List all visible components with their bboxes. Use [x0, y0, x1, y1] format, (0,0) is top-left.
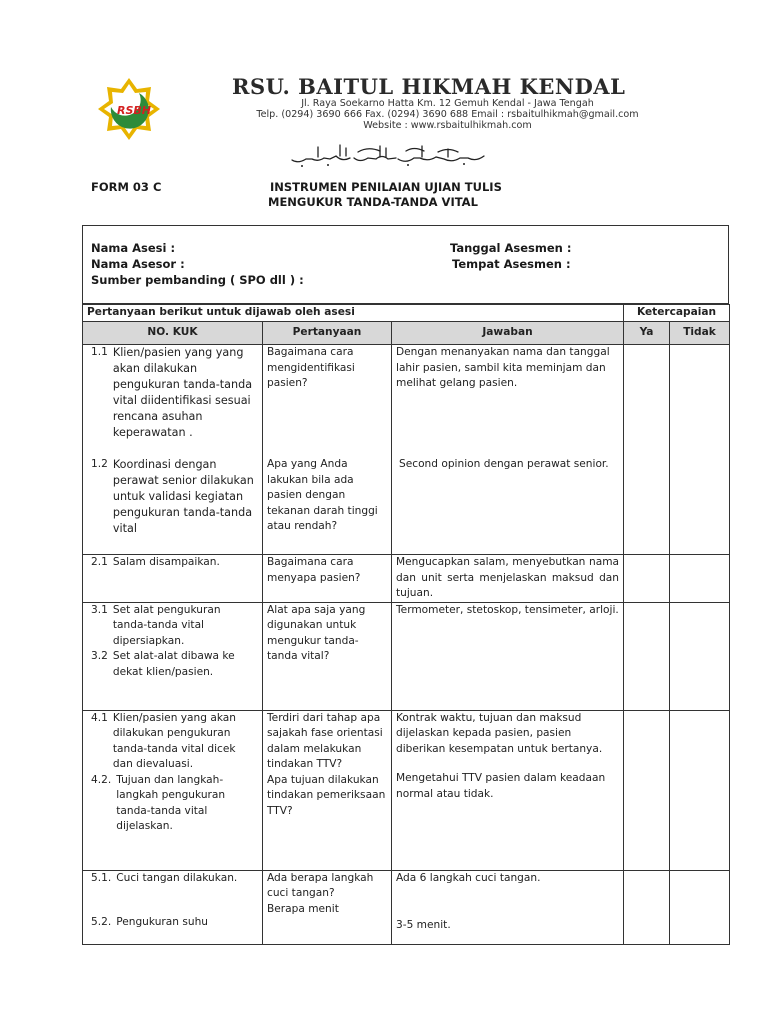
- table-row: [83, 870, 730, 944]
- answer-cell: [392, 602, 624, 710]
- form-title: [270, 180, 502, 210]
- kuk-number: 3.1: [91, 603, 108, 616]
- kuk-text: Koordinasi dengan perawat senior dilakukan untuk validasi kegiatan pengukuran tanda-tanda vital: [112, 458, 254, 535]
- question-text: Berapa menit: [267, 902, 339, 915]
- kuk-item: [91, 649, 258, 680]
- question-text: Ada berapa langkah cuci tangan?: [267, 871, 374, 899]
- table-header-columns: [83, 322, 730, 345]
- answer-cell: [392, 710, 624, 870]
- kuk-number: 1.1: [91, 346, 108, 358]
- question-text: Alat apa saja yang digunakan untuk mengukur tanda-tanda vital?: [267, 603, 366, 662]
- answer-text: Ada 6 langkah cuci tangan.: [396, 871, 541, 884]
- answer-text: Mengetahui TTV pasien dalam keadaan normal atau tidak.: [396, 772, 606, 800]
- kuk-item: [91, 457, 258, 537]
- kuk-number: 5.1.: [91, 871, 112, 884]
- kuk-text: Klien/pasien yang yang akan dilakukan pengukuran tanda-tanda vital diidentifikasi sesuai rencana asuhan keperawatan .: [112, 346, 253, 439]
- tidak-checkbox-cell[interactable]: [670, 555, 730, 603]
- title-line-2: MENGUKUR TANDA-TANDA VITAL: [268, 195, 478, 209]
- title-line-1: INSTRUMEN PENILAIAN UJIAN TULIS: [270, 180, 502, 194]
- kuk-text: Tujuan dan langkah-langkah pengukuran tanda-tanda vital dijelaskan.: [116, 773, 226, 832]
- question-cell: [263, 555, 392, 603]
- kuk-cell: [83, 710, 263, 870]
- hospital-address: [200, 98, 695, 131]
- question-cell: [263, 870, 392, 944]
- answer-text: 3-5 menit.: [396, 918, 451, 931]
- table-row: [83, 555, 730, 603]
- table-header-top: [83, 305, 730, 322]
- kuk-item: [91, 711, 258, 773]
- kuk-item: [91, 773, 258, 835]
- question-cell: [263, 710, 392, 870]
- col-header-tidak: Tidak: [670, 322, 730, 345]
- assessment-table: [82, 304, 730, 945]
- col-header-kuk: NO. KUK: [83, 322, 263, 345]
- kuk-text: Pengukuran suhu: [116, 915, 209, 928]
- label-nama-asesor: Nama Asesor :: [91, 257, 185, 271]
- question-text: Bagaimana cara mengidentifikasi pasien?: [267, 346, 355, 389]
- answer-text: Kontrak waktu, tujuan dan maksud dijelaskan kepada pasien, pasien diberikan kesempatan untuk bertanya.: [396, 711, 603, 755]
- label-sumber-pembanding: Sumber pembanding ( SPO dll ) :: [91, 273, 304, 287]
- ya-checkbox-cell[interactable]: [624, 710, 670, 870]
- hospital-logo: [90, 76, 168, 142]
- header-ketercapaian: Ketercapaian: [624, 305, 730, 322]
- kuk-cell: [83, 555, 263, 603]
- kuk-number: 4.2.: [91, 773, 112, 786]
- table-row: [83, 602, 730, 710]
- col-header-ya: Ya: [624, 322, 670, 345]
- website-line: Website : www.rsbaitulhikmah.com: [363, 120, 532, 131]
- ya-checkbox-cell[interactable]: [624, 602, 670, 710]
- kuk-item: [91, 915, 258, 931]
- hospital-name: RSU. BAITUL HIKMAH KENDAL: [232, 74, 626, 99]
- kuk-number: 3.2: [91, 650, 108, 662]
- kuk-number: 1.2: [91, 458, 108, 470]
- label-tempat-asesmen: Tempat Asesmen :: [452, 257, 571, 271]
- answer-text: Second opinion dengan perawat senior.: [399, 458, 609, 470]
- question-cell: [263, 602, 392, 710]
- kuk-item: [91, 603, 258, 650]
- contact-line: Telp. (0294) 3690 666 Fax. (0294) 3690 688 Email : rsbaitulhikmah@gmail.com: [256, 109, 639, 120]
- tidak-checkbox-cell[interactable]: [670, 710, 730, 870]
- ya-checkbox-cell[interactable]: [624, 345, 670, 555]
- answer-text: Mengucapkan salam, menyebutkan nama dan unit serta menjelaskan maksud dan tujuan.: [396, 556, 620, 599]
- kuk-text: Salam disampaikan.: [112, 556, 220, 568]
- question-text: Apa yang Anda lakukan bila ada pasien dengan tekanan darah tinggi atau rendah?: [267, 458, 378, 532]
- kuk-cell: [83, 345, 263, 555]
- kuk-number: 5.2.: [91, 915, 112, 928]
- answer-cell: [392, 555, 624, 603]
- col-header-pertanyaan: Pertanyaan: [263, 322, 392, 345]
- tidak-checkbox-cell[interactable]: [670, 602, 730, 710]
- question-text: Terdiri dari tahap apa sajakah fase orientasi dalam melakukan tindakan TTV?: [267, 711, 383, 770]
- kuk-cell: [83, 602, 263, 710]
- ya-checkbox-cell[interactable]: [624, 870, 670, 944]
- question-text: Apa tujuan dilakukan tindakan pemeriksaan TTV?: [267, 773, 386, 817]
- kuk-number: 2.1: [91, 556, 108, 568]
- ya-checkbox-cell[interactable]: [624, 555, 670, 603]
- col-header-jawaban: Jawaban: [392, 322, 624, 345]
- address-line: Jl. Raya Soekarno Hatta Km. 12 Gemuh Kendal - Jawa Tengah: [301, 98, 594, 109]
- kuk-item: [91, 345, 258, 457]
- assessment-info-box: [82, 225, 729, 304]
- header-question-instruction: Pertanyaan berikut untuk dijawab oleh asesi: [83, 305, 624, 322]
- answer-cell: [392, 870, 624, 944]
- spacer: [396, 757, 619, 771]
- kuk-text: Set alat pengukuran tanda-tanda vital dipersiapkan.: [112, 603, 221, 647]
- kuk-cell: [83, 870, 263, 944]
- table-row: [83, 710, 730, 870]
- question-text: Bagaimana cara menyapa pasien?: [267, 556, 361, 584]
- answer-cell: [392, 345, 624, 555]
- kuk-text: Klien/pasien yang akan dilakukan pengukuran tanda-tanda vital dicek dan dievaluasi.: [112, 711, 236, 770]
- kuk-number: 4.1: [91, 711, 108, 724]
- label-nama-asesi: Nama Asesi :: [91, 241, 176, 255]
- form-code: FORM 03 C: [91, 180, 162, 194]
- logo-text: RSBH: [117, 104, 151, 117]
- table-row: [83, 345, 730, 555]
- tidak-checkbox-cell[interactable]: [670, 345, 730, 555]
- bismillah-calligraphy: [288, 142, 488, 168]
- kuk-item: [91, 871, 258, 915]
- tidak-checkbox-cell[interactable]: [670, 870, 730, 944]
- question-cell: [263, 345, 392, 555]
- kuk-text: Cuci tangan dilakukan.: [116, 871, 238, 884]
- kuk-item: [91, 555, 258, 571]
- label-tanggal-asesmen: Tanggal Asesmen :: [450, 241, 572, 255]
- answer-text: Dengan menanyakan nama dan tanggal lahir pasien, sambil kita meminjam dan melihat gelang pasien.: [396, 346, 610, 389]
- kuk-text: Set alat-alat dibawa ke dekat klien/pasien.: [112, 650, 235, 678]
- answer-text: Termometer, stetoskop, tensimeter, arloji.: [396, 603, 619, 616]
